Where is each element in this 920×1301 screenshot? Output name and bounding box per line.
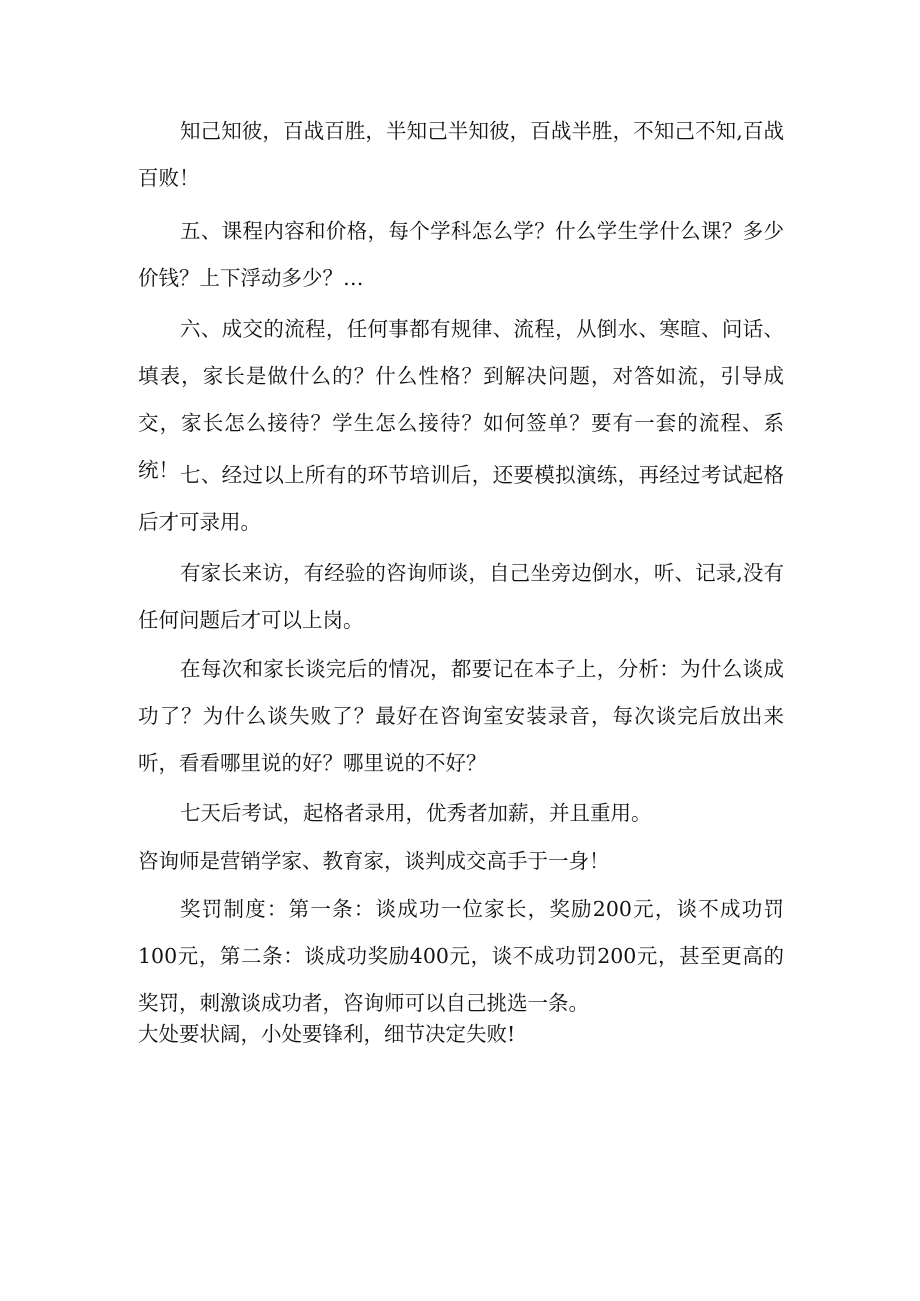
paragraph-record-analyze: 在每次和家长谈完后的情况，都要记在本子上，分析：为什么谈成功了？为什么谈失败了？最好在咨询室安装录音，每次谈完后放出来听，看看哪里说的好？哪里说的不好？ (138, 657, 784, 775)
paragraph-parent-visit: 有家长来访，有经验的咨询师谈，自己坐旁边倒水，听、记录,没有任何问题后才可以上岗。 (138, 561, 784, 632)
paragraph-consultant-role: 咨询师是营销学家、教育家，谈判成交高手于一身！ (138, 849, 610, 873)
paragraph-seven-day-exam: 七天后考试，起格者录用，优秀者加薪，并且重用。 (180, 801, 652, 825)
paragraph-deal-process: 六、成交的流程，任何事都有规律、流程，从倒水、寒暄、问话、填表，家长是做什么的？什么性格？到解决问题，对答如流，引导成交，家长怎么接待？学生怎么接待？如何签单？要有一套的流程、系统！ (138, 317, 784, 482)
paragraph-details-matter: 大处要状阔，小处要锋利，细节决定失败! (138, 1022, 516, 1046)
paragraph-reward-punishment: 奖罚制度：第一条：谈成功一位家长，奖励200元，谈不成功罚100元，第二条：谈成功奖励400元，谈不成功罚200元，甚至更高的奖罚，刺激谈成功者，咨询师可以自己挑选一条。 (138, 897, 784, 1015)
paragraph-know-yourself: 知己知彼，百战百胜，半知己半知彼，百战半胜，不知己不知,百战百败！ (138, 119, 784, 190)
paragraph-training-exam: 七、经过以上所有的环节培训后，还要模拟演练，再经过考试起格后才可录用。 (138, 463, 784, 534)
paragraph-course-content-price: 五、课程内容和价格，每个学科怎么学？什么学生学什么课？多少价钱？上下浮动多少？… (138, 219, 784, 290)
